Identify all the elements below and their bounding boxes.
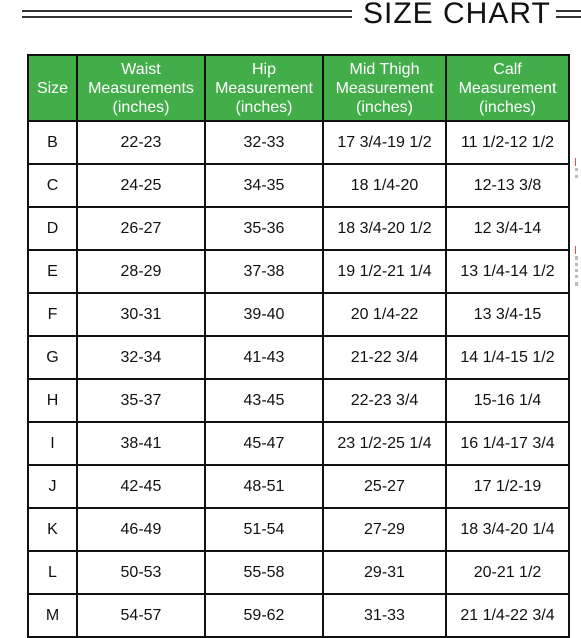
cell-waist: 28-29: [77, 250, 205, 293]
cell-calf: 17 1/2-19: [446, 465, 569, 508]
cell-size: C: [28, 164, 77, 207]
header-line: Waist: [121, 60, 161, 78]
cell-size: J: [28, 465, 77, 508]
table-row: [28, 293, 569, 336]
cell-waist: 35-37: [77, 379, 205, 422]
cell-mid-thigh: 21-22 3/4: [323, 336, 446, 379]
cell-waist: 32-34: [77, 336, 205, 379]
title-rule-left-top: [22, 10, 352, 12]
cell-mid-thigh: 31-33: [323, 594, 446, 637]
cell-hip: 55-58: [205, 551, 323, 594]
header-line: Size: [36, 79, 69, 97]
header-waist: [77, 55, 205, 121]
cell-calf: 14 1/4-15 1/2: [446, 336, 569, 379]
cell-mid-thigh: 27-29: [323, 508, 446, 551]
cell-calf: 15-16 1/4: [446, 379, 569, 422]
header-line: Hip: [251, 60, 276, 78]
cell-waist: 26-27: [77, 207, 205, 250]
cell-calf: 11 1/2-12 1/2: [446, 121, 569, 164]
side-mark-gray: [575, 256, 581, 286]
header-line: (inches): [356, 98, 413, 116]
cell-size: B: [28, 121, 77, 164]
cell-size: L: [28, 551, 77, 594]
cell-hip: 35-36: [205, 207, 323, 250]
cell-hip: 59-62: [205, 594, 323, 637]
cell-hip: 41-43: [205, 336, 323, 379]
cell-waist: 24-25: [77, 164, 205, 207]
table-row: [28, 250, 569, 293]
cell-size: D: [28, 207, 77, 250]
cell-mid-thigh: 23 1/2-25 1/4: [323, 422, 446, 465]
title-bar: [0, 0, 581, 30]
cell-waist: 38-41: [77, 422, 205, 465]
cell-waist: 54-57: [77, 594, 205, 637]
header-line: (inches): [235, 98, 293, 116]
table-row: [28, 164, 569, 207]
table-row: [28, 551, 569, 594]
cell-size: I: [28, 422, 77, 465]
table-row: [28, 594, 569, 637]
table-row: [28, 379, 569, 422]
cell-calf: 12-13 3/8: [446, 164, 569, 207]
cell-hip: 34-35: [205, 164, 323, 207]
cell-mid-thigh: 18 1/4-20: [323, 164, 446, 207]
cell-calf: 13 3/4-15: [446, 293, 569, 336]
cell-waist: 50-53: [77, 551, 205, 594]
cell-waist: 30-31: [77, 293, 205, 336]
header-size: [28, 55, 77, 121]
header-line: Measurement: [335, 79, 434, 97]
cell-mid-thigh: 18 3/4-20 1/2: [323, 207, 446, 250]
cell-waist: 22-23: [77, 121, 205, 164]
cell-mid-thigh: 25-27: [323, 465, 446, 508]
cell-size: F: [28, 293, 77, 336]
header-line: (inches): [112, 98, 170, 116]
header-line: Calf: [493, 60, 522, 78]
cell-calf: 20-21 1/2: [446, 551, 569, 594]
table-body: [28, 121, 569, 637]
table-row: [28, 121, 569, 164]
side-mark-red: [575, 158, 581, 166]
header-hip: [205, 55, 323, 121]
table-row: [28, 207, 569, 250]
cell-size: G: [28, 336, 77, 379]
cell-waist: 42-45: [77, 465, 205, 508]
header-line: (inches): [479, 98, 536, 116]
cell-size: M: [28, 594, 77, 637]
header-line: Measurements: [88, 79, 194, 97]
header-calf: [446, 55, 569, 121]
cell-hip: 51-54: [205, 508, 323, 551]
cell-size: H: [28, 379, 77, 422]
header-mid-thigh: [323, 55, 446, 121]
table-row: [28, 508, 569, 551]
title-rule-right-bottom: [556, 16, 581, 18]
cell-hip: 45-47: [205, 422, 323, 465]
side-mark-red: [575, 246, 581, 254]
cell-hip: 48-51: [205, 465, 323, 508]
cell-mid-thigh: 19 1/2-21 1/4: [323, 250, 446, 293]
table-row: [28, 422, 569, 465]
side-decoration: [575, 246, 581, 286]
cell-waist: 46-49: [77, 508, 205, 551]
page-title: SIZE CHART: [363, 0, 551, 30]
cell-mid-thigh: 22-23 3/4: [323, 379, 446, 422]
cell-hip: 39-40: [205, 293, 323, 336]
cell-mid-thigh: 29-31: [323, 551, 446, 594]
cell-size: E: [28, 250, 77, 293]
cell-hip: 37-38: [205, 250, 323, 293]
header-line: Mid Thigh: [349, 60, 420, 78]
table-row: [28, 465, 569, 508]
table-row: [28, 336, 569, 379]
title-rule-right-top: [556, 10, 581, 12]
title-rule-left-bottom: [22, 16, 352, 18]
header-line: Measurement: [458, 79, 557, 97]
header-line: Measurement: [215, 79, 313, 97]
cell-calf: 21 1/4-22 3/4: [446, 594, 569, 637]
side-mark-gray: [575, 168, 581, 178]
cell-hip: 43-45: [205, 379, 323, 422]
cell-calf: 16 1/4-17 3/4: [446, 422, 569, 465]
side-decoration: [575, 158, 581, 178]
size-chart-table: [27, 54, 570, 638]
cell-mid-thigh: 17 3/4-19 1/2: [323, 121, 446, 164]
cell-calf: 12 3/4-14: [446, 207, 569, 250]
cell-calf: 13 1/4-14 1/2: [446, 250, 569, 293]
cell-size: K: [28, 508, 77, 551]
cell-mid-thigh: 20 1/4-22: [323, 293, 446, 336]
cell-calf: 18 3/4-20 1/4: [446, 508, 569, 551]
cell-hip: 32-33: [205, 121, 323, 164]
header-row: [28, 55, 569, 121]
